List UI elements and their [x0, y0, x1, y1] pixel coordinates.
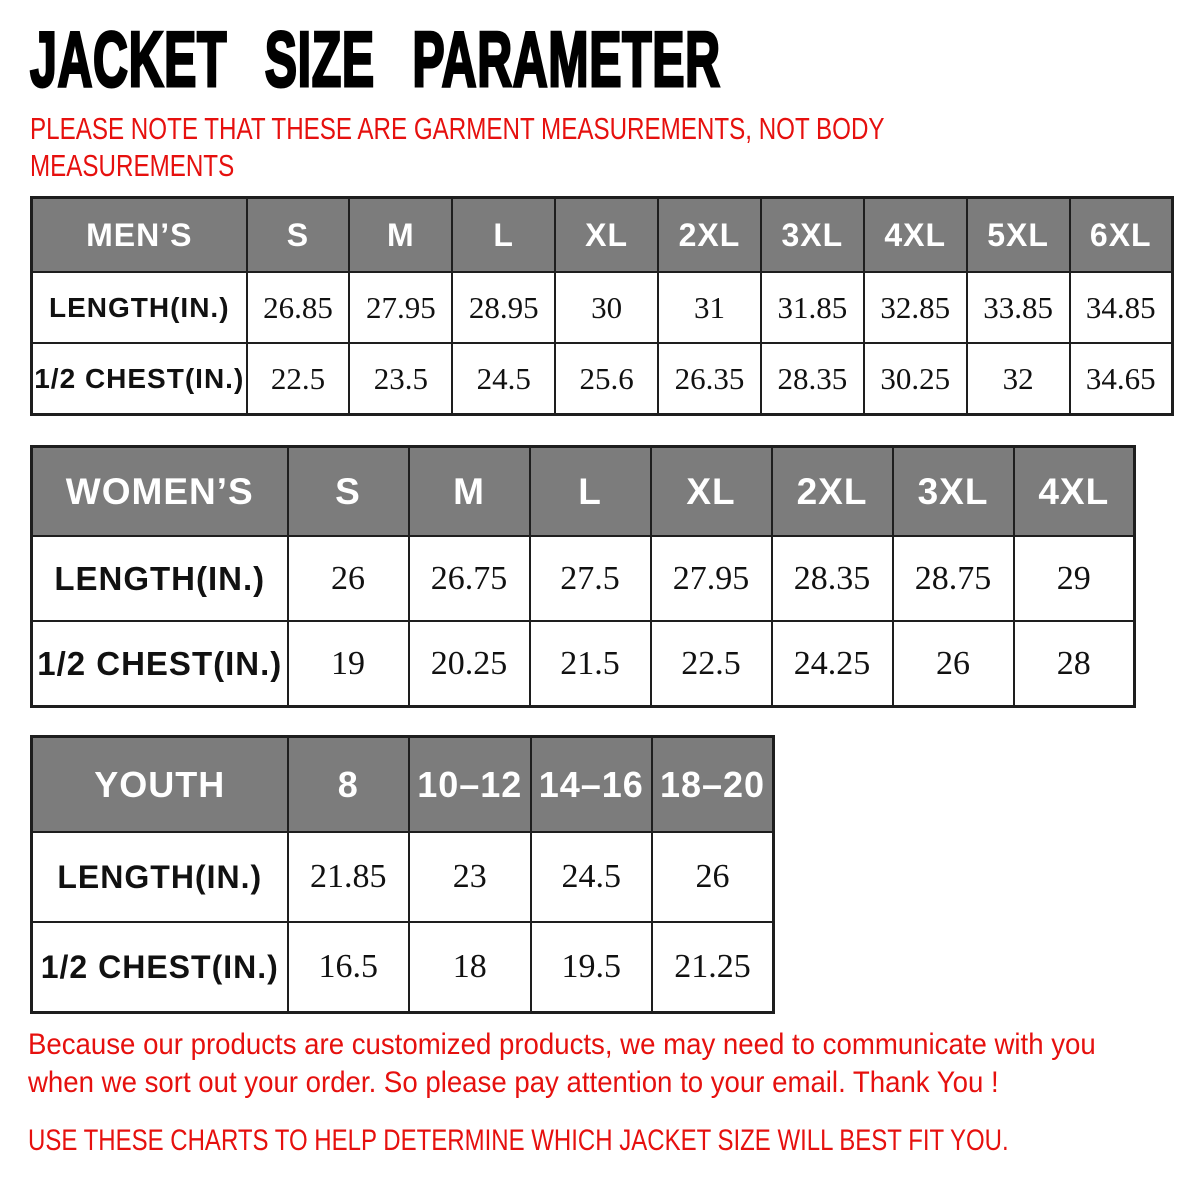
value-cell: 28.35 [761, 343, 864, 415]
value-cell: 26.35 [658, 343, 761, 415]
womens-size-header: S [288, 447, 409, 537]
value-cell: 23.5 [349, 343, 452, 415]
value-cell: 30.25 [864, 343, 967, 415]
value-cell: 31 [658, 272, 761, 343]
youth-chest-row [32, 922, 774, 1013]
value-cell: 22.5 [247, 343, 350, 415]
value-cell: 26 [652, 832, 774, 922]
value-cell: 34.85 [1070, 272, 1173, 343]
mens-size-header: 4XL [864, 198, 967, 273]
value-cell: 19 [288, 621, 409, 707]
womens-size-header: 3XL [893, 447, 1014, 537]
womens-size-header: 4XL [1014, 447, 1135, 537]
row-label: LENGTH(IN.) [32, 272, 247, 343]
womens-size-header: XL [651, 447, 772, 537]
youth-length-row [32, 832, 774, 922]
mens-size-header: 3XL [761, 198, 864, 273]
womens-length-row [32, 536, 1135, 621]
youth-size-header: 10–12 [409, 737, 531, 833]
youth-size-header: 14–16 [531, 737, 653, 833]
row-label: 1/2 CHEST(IN.) [32, 621, 288, 707]
value-cell: 21.5 [530, 621, 651, 707]
garment-measurement-note-line2: MEASUREMENTS [30, 148, 235, 183]
customization-note [28, 1026, 1096, 1102]
value-cell: 21.85 [288, 832, 410, 922]
mens-size-header: S [247, 198, 350, 273]
usage-note: USE THESE CHARTS TO HELP DETERMINE WHICH JACKET SIZE WILL BEST FIT YOU. [28, 1124, 1009, 1157]
womens-size-header: M [409, 447, 530, 537]
womens-header-row [32, 447, 1135, 537]
row-label: 1/2 CHEST(IN.) [32, 922, 288, 1013]
mens-size-header: M [349, 198, 452, 273]
mens-size-header: L [452, 198, 555, 273]
value-cell: 24.5 [531, 832, 653, 922]
value-cell: 30 [555, 272, 658, 343]
garment-measurement-note-line1: PLEASE NOTE THAT THESE ARE GARMENT MEASUREMENTS, NOT BODY [30, 111, 885, 146]
youth-header-row [32, 737, 774, 833]
mens-size-header: 6XL [1070, 198, 1173, 273]
womens-table-title: WOMEN’S [32, 447, 288, 537]
value-cell: 29 [1014, 536, 1135, 621]
value-cell: 23 [409, 832, 531, 922]
value-cell: 25.6 [555, 343, 658, 415]
value-cell: 32 [967, 343, 1070, 415]
value-cell: 27.95 [349, 272, 452, 343]
value-cell: 16.5 [288, 922, 410, 1013]
mens-size-header: 5XL [967, 198, 1070, 273]
value-cell: 33.85 [967, 272, 1070, 343]
row-label: 1/2 CHEST(IN.) [32, 343, 247, 415]
value-cell: 24.5 [452, 343, 555, 415]
customization-note-line2: when we sort out your order. So please pay attention to your email. Thank You ! [28, 1066, 999, 1099]
page-title: JACKET SIZE PARAMETER [30, 15, 721, 103]
mens-length-row [32, 272, 1173, 343]
value-cell: 27.5 [530, 536, 651, 621]
mens-chest-row [32, 343, 1173, 415]
row-label: LENGTH(IN.) [32, 536, 288, 621]
value-cell: 28.75 [893, 536, 1014, 621]
customization-note-line1: Because our products are customized products, we may need to communicate with you [28, 1028, 1096, 1061]
value-cell: 34.65 [1070, 343, 1173, 415]
value-cell: 26 [893, 621, 1014, 707]
womens-chest-row [32, 621, 1135, 707]
value-cell: 19.5 [531, 922, 653, 1013]
value-cell: 22.5 [651, 621, 772, 707]
value-cell: 28.35 [772, 536, 893, 621]
mens-header-row [32, 198, 1173, 273]
value-cell: 20.25 [409, 621, 530, 707]
row-label: LENGTH(IN.) [32, 832, 288, 922]
mens-size-header: XL [555, 198, 658, 273]
youth-size-header: 18–20 [652, 737, 774, 833]
mens-size-header: 2XL [658, 198, 761, 273]
value-cell: 18 [409, 922, 531, 1013]
garment-measurement-note [30, 110, 885, 184]
womens-size-table [30, 445, 1136, 708]
womens-size-header: L [530, 447, 651, 537]
value-cell: 24.25 [772, 621, 893, 707]
youth-table-title: YOUTH [32, 737, 288, 833]
womens-size-header: 2XL [772, 447, 893, 537]
mens-size-table [30, 196, 1174, 416]
youth-size-header: 8 [288, 737, 410, 833]
value-cell: 21.25 [652, 922, 774, 1013]
value-cell: 32.85 [864, 272, 967, 343]
value-cell: 26 [288, 536, 409, 621]
value-cell: 28.95 [452, 272, 555, 343]
youth-size-table [30, 735, 775, 1014]
value-cell: 27.95 [651, 536, 772, 621]
value-cell: 26.85 [247, 272, 350, 343]
value-cell: 31.85 [761, 272, 864, 343]
value-cell: 28 [1014, 621, 1135, 707]
mens-table-title: MEN’S [32, 198, 247, 273]
value-cell: 26.75 [409, 536, 530, 621]
